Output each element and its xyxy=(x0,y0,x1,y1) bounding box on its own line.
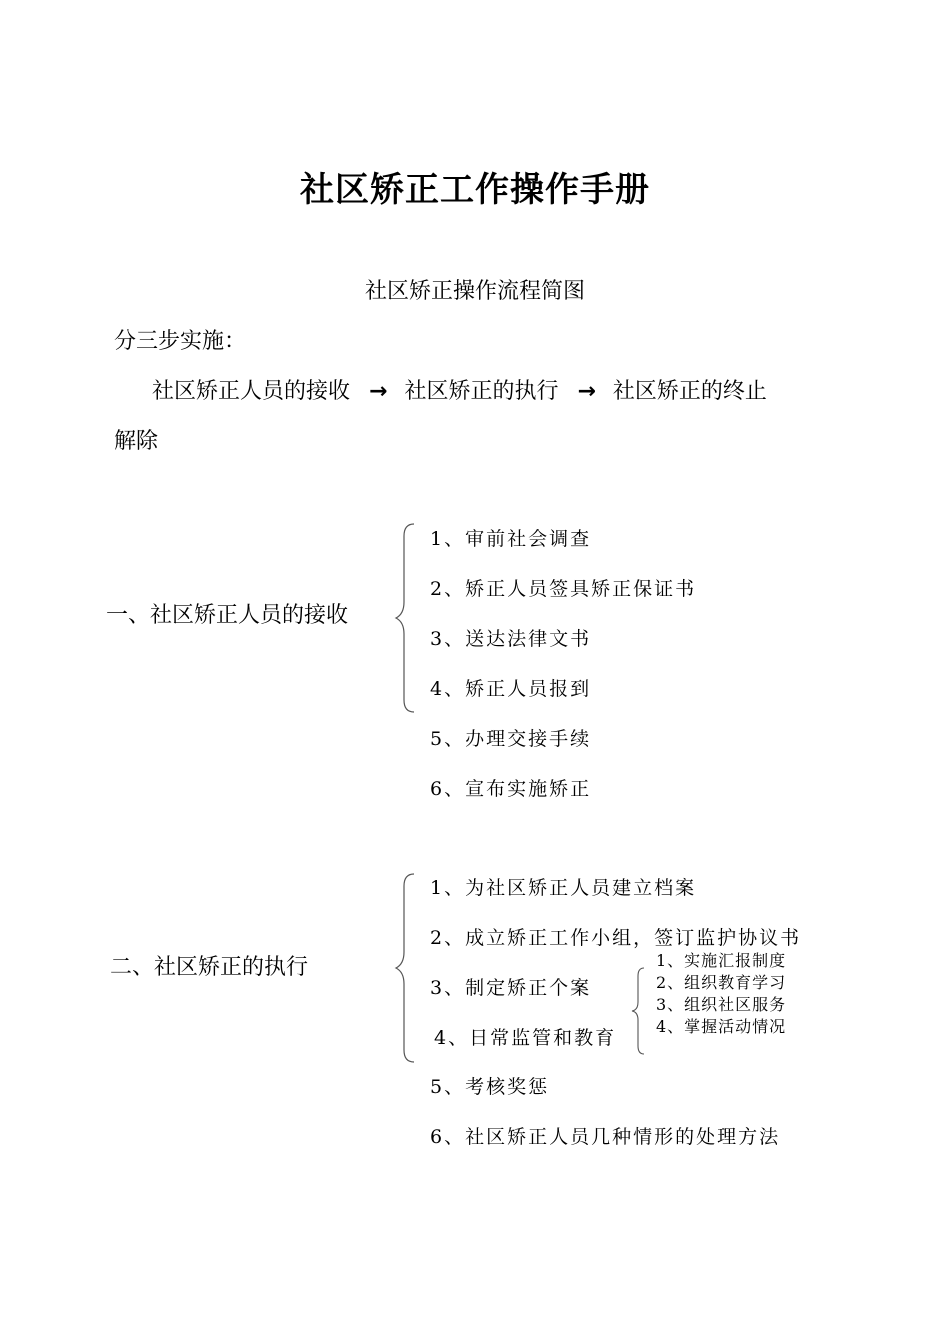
section-2-item: 6、社区矫正人员几种情形的处理方法 xyxy=(430,1126,781,1148)
flow-step-3-continued: 解除 xyxy=(114,429,159,454)
section-1-item: 2、矫正人员签具矫正保证书 xyxy=(430,578,697,600)
flowchart-subtitle: 社区矫正操作流程简图 xyxy=(364,279,585,304)
section-2-item: 1、为社区矫正人员建立档案 xyxy=(430,877,697,899)
flow-step-1: 社区矫正人员的接收 xyxy=(152,379,351,404)
section-2-subitem: 2、组织教育学习 xyxy=(656,973,787,992)
section-2-heading: 二、社区矫正的执行 xyxy=(110,955,309,980)
section-2-subitem: 3、组织社区服务 xyxy=(656,995,787,1014)
flow-step-2: 社区矫正的执行 xyxy=(404,379,559,404)
section-2-item: 2、成立矫正工作小组，签订监护协议书 xyxy=(430,927,802,949)
section-2-brace xyxy=(394,872,418,1064)
page-title: 社区矫正工作操作手册 xyxy=(300,170,650,210)
flow-line xyxy=(152,374,767,405)
section-1-item: 4、矫正人员报到 xyxy=(430,678,592,700)
arrow-right-icon: → xyxy=(369,379,388,404)
section-2-subitem: 4、掌握活动情况 xyxy=(656,1017,787,1036)
section-2-subitem: 1、实施汇报制度 xyxy=(656,951,787,970)
section-2-item: 5、考核奖惩 xyxy=(430,1076,550,1098)
subitems-brace xyxy=(630,966,648,1056)
section-1-item: 5、办理交接手续 xyxy=(430,728,592,750)
section-2-item: 3、制定矫正个案 xyxy=(430,977,592,999)
intro-text: 分三步实施： xyxy=(114,329,247,354)
arrow-right-icon: → xyxy=(577,379,596,404)
section-1-brace xyxy=(394,522,418,714)
section-2-item: 4、日常监管和教育 xyxy=(434,1027,617,1049)
section-1-item: 6、宣布实施矫正 xyxy=(430,778,592,800)
section-1-item: 3、送达法律文书 xyxy=(430,628,592,650)
section-1-item: 1、审前社会调查 xyxy=(430,528,592,550)
flow-step-3: 社区矫正的终止 xyxy=(612,379,767,404)
section-1-heading: 一、社区矫正人员的接收 xyxy=(106,603,349,628)
